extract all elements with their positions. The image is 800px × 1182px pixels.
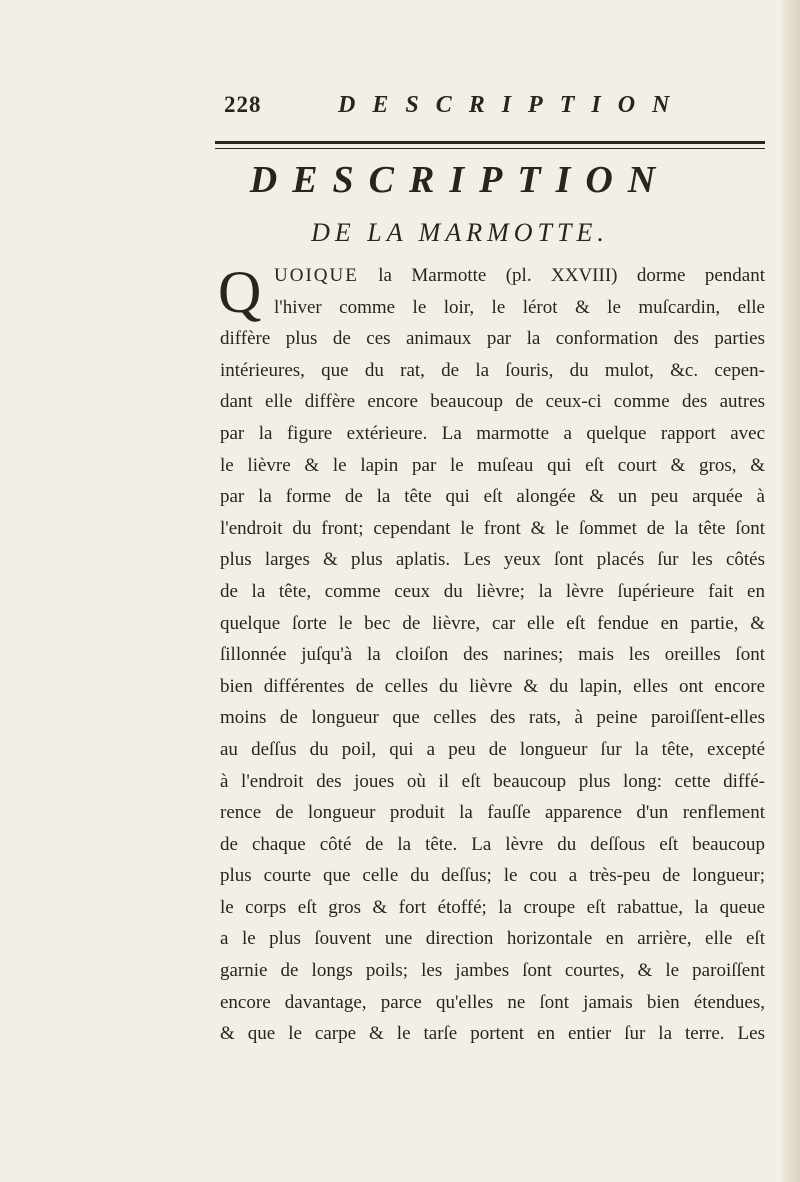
text-line: bien différentes de celles du lièvre & du lapin, elles ont encore — [220, 675, 765, 697]
running-head — [198, 92, 758, 132]
text-line: UOIQUE la Marmotte (pl. XXVIII) dorme pendant — [274, 265, 765, 286]
text-line: & que le carpe & le tarſe portent en entier ſur la terre. Les — [220, 1023, 765, 1045]
text-line: diffère plus de ces animaux par la conformation des parties — [220, 328, 765, 350]
text-line: a le plus ſouvent une direction horizontale en arrière, elle eſt — [220, 928, 765, 950]
body-text — [220, 260, 765, 1050]
first-word: UOIQUE — [274, 265, 359, 286]
text-line: quelque ſorte le bec de lièvre, car elle eſt fendue en partie, & — [220, 612, 765, 634]
page-number: 228 — [224, 92, 262, 117]
text-line: rence de longueur produit la fauſſe apparence d'un renflement — [220, 802, 765, 824]
text-line: l'endroit du front; cependant le front & le ſommet de la tête ſont — [220, 517, 765, 539]
text-line: le lièvre & le lapin par le muſeau qui eſt court & gros, & — [220, 454, 765, 476]
header-rule — [215, 141, 765, 149]
text-line: le corps eſt gros & fort étoffé; la croupe eſt rabattue, la queue — [220, 896, 765, 918]
chapter-title: DESCRIPTION — [249, 159, 671, 201]
text-line: par la forme de la tête qui eſt alongée & un peu arquée à — [220, 486, 765, 508]
text-line: moins de longueur que celles des rats, à peine paroiſſent-elles — [220, 707, 765, 729]
running-head-title: DESCRIPTION — [338, 92, 687, 118]
text-line: de la tête, comme ceux du lièvre; la lèvre ſupérieure fait en — [220, 580, 765, 602]
text-line: plus larges & plus aplatis. Les yeux ſont placés ſur les côtés — [220, 549, 765, 571]
text-line: de chaque côté de la tête. La lèvre du deſſous eſt beaucoup — [220, 833, 765, 855]
text-line: encore davantage, parce qu'elles ne ſont jamais bien étendues, — [220, 991, 765, 1013]
text-line: l'hiver comme le loir, le lérot & le muſcardin, elle — [274, 296, 765, 318]
chapter-subtitle: DE LA MARMOTTE. — [311, 218, 609, 247]
text-line: au deſſus du poil, qui a peu de longueur ſur la tête, excepté — [220, 738, 765, 760]
text-line: à l'endroit des joues où il eſt beaucoup plus long: cette diffé- — [220, 770, 765, 792]
text-line: intérieures, que du rat, de la ſouris, du mulot, &c. cepen- — [220, 359, 765, 381]
text-line: ſillonnée juſqu'à la cloiſon des narines; mais les oreilles ſont — [220, 644, 765, 666]
text-line: par la figure extérieure. La marmotte a quelque rapport avec — [220, 422, 765, 444]
text-line: garnie de longs poils; les jambes ſont courtes, & le paroiſſent — [220, 960, 765, 982]
text-line: dant elle diffère encore beaucoup de ceux-ci comme des autres — [220, 391, 765, 413]
page-edge — [782, 0, 800, 1182]
text-line: plus courte que celle du deſſus; le cou a très-peu de longueur; — [220, 865, 765, 887]
drop-cap: Q — [218, 259, 262, 325]
